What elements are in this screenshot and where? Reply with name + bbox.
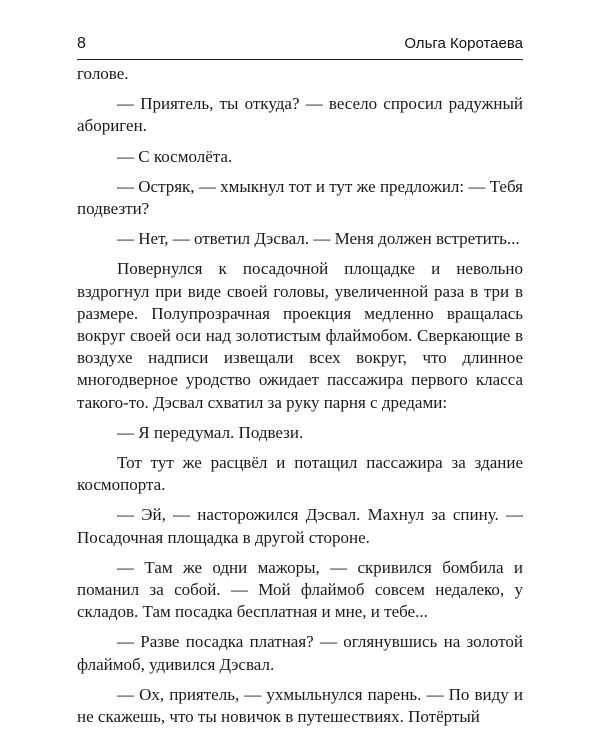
paragraph: Повернулся к посадочной площадке и невольно вздрогнул при виде своей головы, увеличенной раза в три в размере. Полупрозрачная проекция медленно вращалась вокруг своей оси над золотистым флаймобом. Сверкающие в воздухе надписи извещали всех вокруг, что длинное многодверное уродство ожидает пассажира первого класса такого-то. Дэсвал схватил за руку парня с дредами: — [77, 259, 523, 412]
page-header — [77, 34, 523, 58]
paragraph: — Приятель, ты откуда? — весело спросил радужный абориген. — [77, 94, 523, 136]
header-rule — [77, 59, 523, 60]
paragraph: — Эй, — насторожился Дэсвал. Махнул за спину. — Посадочная площадка в другой стороне. — [77, 505, 523, 547]
paragraph: — Ох, приятель, — ухмыльнулся парень. — По виду и не скажешь, что ты новичок в путешествиях. Потёртый — [77, 684, 523, 727]
page-number: 8 — [77, 35, 86, 52]
paragraph: голове. — [77, 64, 129, 83]
paragraph: — С космолёта. — [117, 146, 233, 166]
paragraph: — Я передумал. Подвези. — [117, 422, 304, 442]
paragraph: — Остряк, — хмыкнул тот и тут же предложил: — Тебя подвезти? — [77, 176, 523, 219]
paragraph: — Нет, — ответил Дэсвал. — Меня должен встретить... — [117, 229, 520, 249]
body-text — [77, 63, 523, 728]
paragraph: Тот тут же расцвёл и потащил пассажира за здание космопорта. — [77, 453, 523, 495]
paragraph: — Там же одни мажоры, — скривился бомбила и поманил за собой. — Мой флаймоб совсем недалеко, у складов. Там посадка бесплатная и мне, и тебе... — [77, 557, 523, 622]
running-head-author: Ольга Коротаева — [404, 35, 523, 52]
paragraph: — Разве посадка платная? — оглянувшись на золотой флаймоб, удивился Дэсвал. — [77, 632, 523, 674]
